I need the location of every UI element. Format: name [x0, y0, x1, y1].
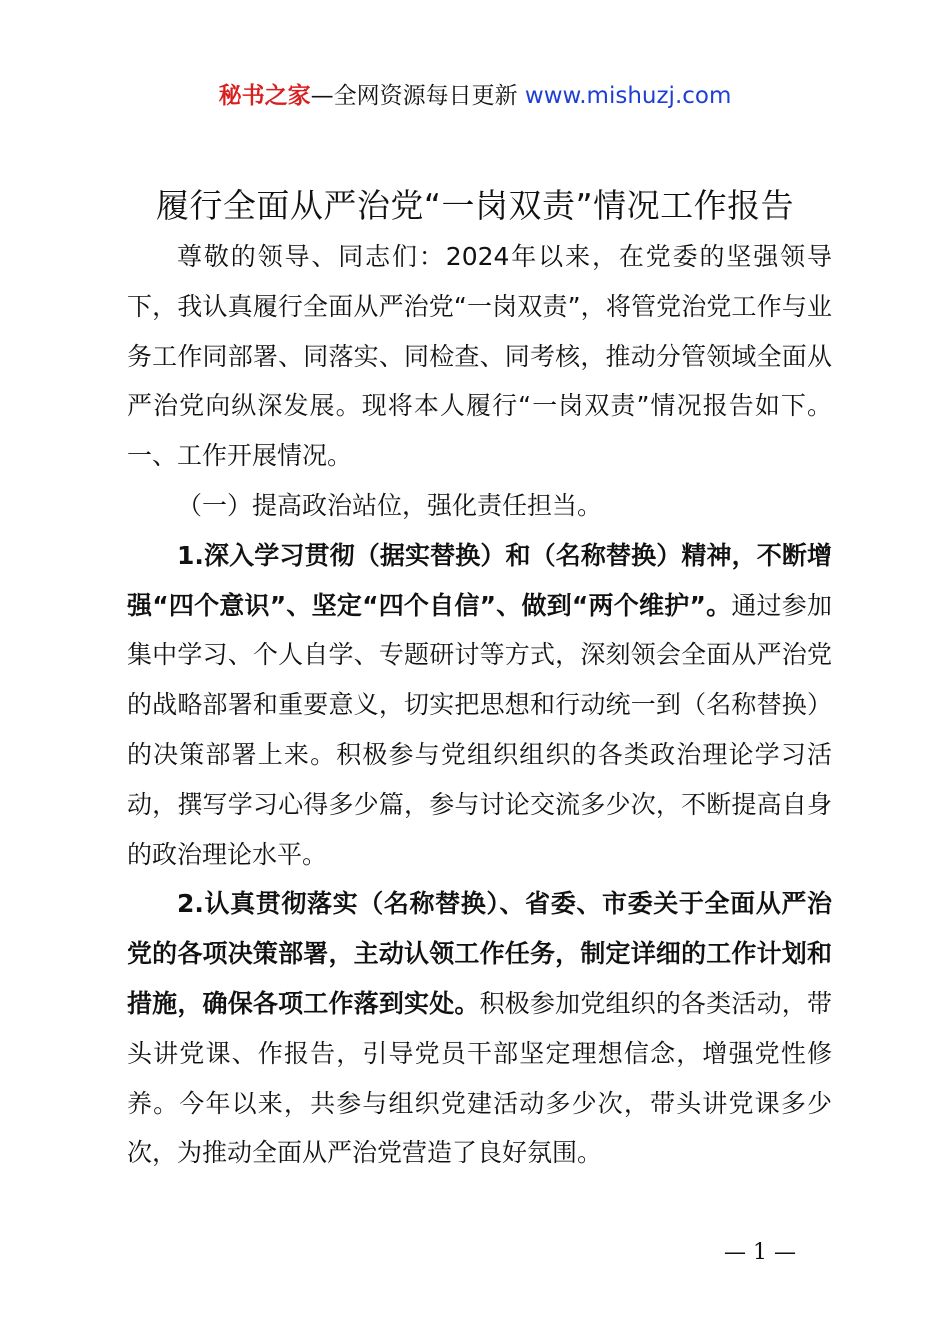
site-header	[0, 80, 950, 112]
item-1-heading: 1.深入学习贯彻（据实替换）和（名称替换）精神，不断增强“四个意识”、坚定“四个自信”、做到“两个维护”。	[127, 540, 832, 620]
page-number: — 1 —	[724, 1240, 796, 1265]
document-body	[127, 232, 832, 1178]
site-tagline: —全网资源每日更新	[310, 83, 518, 109]
paragraph-section-heading: （一）提高政治站位，强化责任担当。	[177, 490, 603, 520]
paragraph-item-2	[127, 879, 832, 1178]
paragraph-item-1	[127, 531, 832, 880]
paragraph-intro: 尊敬的领导、同志们：2024年以来，在党委的坚强领导下，我认真履行全面从严治党“一岗双责”，将管党治党工作与业务工作同部署、同落实、同检查、同考核，推动分管领域全面从严治党向纵深发展。现将本人履行“一岗双责”情况报告如下。一、工作开展情况。	[127, 242, 832, 471]
site-url-link[interactable]: www.mishuzj.com	[517, 83, 732, 109]
item-2-text: 积极参加党组织的各类活动，带头讲党课、作报告，引导党员干部坚定理想信念，增强党性修养。今年以来，共参与组织党建活动多少次，带头讲党课多少次，为推动全面从严治党营造了良好氛围。	[127, 988, 832, 1168]
item-2-heading: 2.认真贯彻落实（名称替换）、省委、市委关于全面从严治党的各项决策部署，主动认领工作任务，制定详细的工作计划和措施，确保各项工作落到实处。	[127, 889, 832, 1018]
site-brand: 秘书之家	[218, 83, 311, 109]
item-1-text: 通过参加集中学习、个人自学、专题研讨等方式，深刻领会全面从严治党的战略部署和重要意义，切实把思想和行动统一到（名称替换）的决策部署上来。积极参与党组织组织的各类政治理论学习活动，撰写学习心得多少篇，参与讨论交流多少次，不断提高自身的政治理论水平。	[127, 590, 832, 869]
document-title: 履行全面从严治党“一岗双责”情况工作报告	[155, 186, 795, 225]
